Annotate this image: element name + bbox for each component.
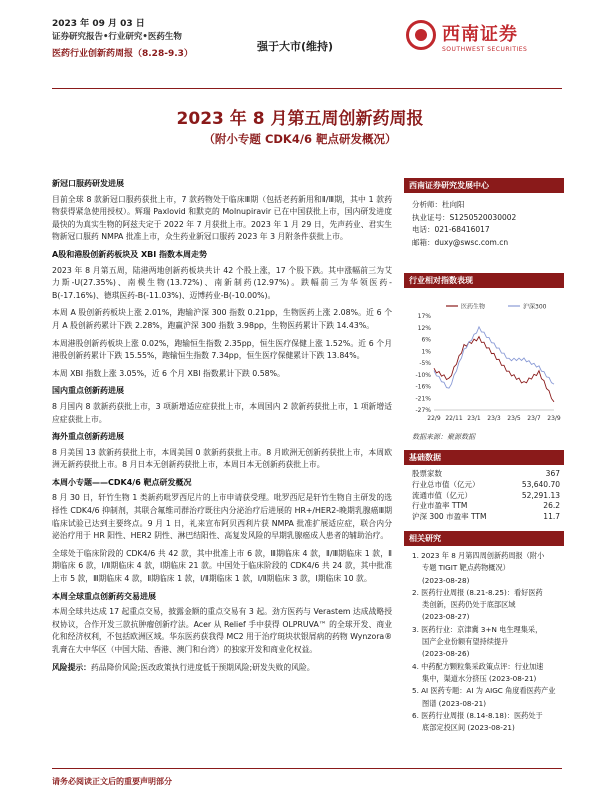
sidebar — [404, 178, 564, 734]
report-series: 证券研究报告•行业研究•医药生物 — [52, 32, 182, 42]
related-item-line: 底部定投区间 (2023-08-21) — [422, 723, 515, 733]
related-item-line: 类创新，医药仍处于底部区域 — [422, 600, 516, 610]
series-line-pharma — [434, 337, 554, 402]
stats-value: 52,291.13 — [521, 490, 560, 500]
y-tick-label: -5% — [419, 360, 431, 367]
risk-text: 药品降价风险;医改政策执行进度低于预期风险;研发失败的风险。 — [90, 662, 315, 672]
paragraph: 8 月 30 日，轩竹生物 1 类新药吡罗西尼片的上市申请获受理。吡罗西尼是轩竹生物自主研发的选择性 CDK4/6 抑制剂，其联合氟维司群治疗既往内分泌治疗后进展的 HR+/HER2-晚期乳腺癌Ⅲ期临床试验已达到主要终点。9 月 1 日，礼来宣布阿贝西利片获 NMPA 批准扩展适应症，联合内分泌治疗用于 HR 阳性、HER2 阴性、淋巴结阳性、高复发风险的早期乳腺癌成人患者的辅助治疗。 — [52, 493, 392, 541]
y-tick-label: -16% — [415, 383, 431, 391]
section-heading: 海外重点创新药进展 — [52, 432, 124, 442]
legend-label: 医药生物 — [461, 303, 486, 311]
x-tick-label: 22/11 — [445, 415, 463, 422]
related-item[interactable] — [412, 661, 564, 686]
stats-label: 流通市值（亿元） — [412, 490, 472, 500]
footer-disclaimer: 请务必阅读正文后的重要声明部分 — [52, 777, 172, 786]
header-divider — [52, 88, 562, 89]
performance-chart-svg — [404, 298, 564, 428]
paragraph: 目前全球 8 款新冠口服药获批上市，7 款药物处于临床Ⅲ期（包括老药新用和Ⅱ/Ⅲ期，其中 1 款药物获得紧急使用授权）。辉瑞 Paxlovid 和默克的 Molnupiravir 已在中国获批上市，国内研发进度最快的为真实生物的阿兹夫定于 2022 年 7 月获批上市。2023 年 1 月 29 日，先声药业、君实生物新冠口服药 NMPA 批准上市，众生药业新冠口服药 2023 年 3 月附条件获批上市。 — [52, 194, 392, 242]
related-item[interactable] — [412, 550, 564, 587]
analyst-email[interactable]: 邮箱：duxy@swsc.com.cn — [412, 237, 509, 247]
related-title: 相关研究 — [404, 531, 564, 546]
logo-mark-icon — [406, 20, 436, 50]
page-title: 2023 年 8 月第五周创新药周报 — [176, 109, 424, 129]
x-tick-label: 23/9 — [547, 415, 561, 422]
related-item-line: 集中，渠道水分挤压 (2023-08-21) — [422, 673, 537, 683]
paragraph: 2023 年 8 月第五周，陆港两地创新药板块共计 42 个股上涨，17 个股下跌。其中涨幅前三为艾力斯-U(27.35%)、南模生物(13.72%)、南新制药(12.97%)。跌幅前三为华领医药-B(-17.16%)、德琪医药-B(-11.03%)、迈博药业-B(-10.00%)。 — [52, 265, 392, 300]
related-item[interactable] — [412, 624, 564, 661]
y-tick-label: -27% — [415, 407, 431, 414]
related-item[interactable] — [412, 587, 564, 624]
analyst-phone: 电话：021-68416017 — [412, 225, 490, 234]
series-line-hs300 — [434, 327, 554, 388]
paragraph: 本周港股创新药板块上涨 0.02%，跑输恒生指数 2.35pp，恒生医疗保健上涨 1.52%。近 6 个月港股创新药累计下跌 15.55%，跑输恒生指数 7.34pp，恒生医疗保健累计下跌 13.84%。 — [52, 338, 392, 361]
stats-row — [404, 501, 564, 512]
performance-chart — [404, 294, 564, 428]
logo-cn: 西南证券 — [442, 24, 518, 45]
rating: 强于大市(维持) — [257, 40, 334, 53]
risk-label: 风险提示： — [52, 662, 91, 672]
related-item-line: (2023-08-27) — [422, 612, 470, 622]
stats-row — [404, 512, 564, 523]
stats-title: 基础数据 — [404, 450, 564, 465]
y-tick-label: 6% — [421, 336, 431, 344]
main-column — [52, 178, 392, 674]
related-item-line: (2023-08-26) — [422, 649, 470, 659]
related-list — [404, 546, 564, 734]
section-heading: A股和港股创新药板块及 XBI 指数本周走势 — [52, 249, 208, 259]
paragraph: 本周 XBI 指数上涨 3.05%，近 6 个月 XBI 指数累计下跌 0.58%。 — [52, 368, 285, 378]
stats-value: 53,640.70 — [521, 479, 560, 489]
paragraph: 本周 A 股创新药板块上涨 2.01%，跑输沪深 300 指数 0.21pp，生物医药上涨 2.08%。近 6 个月 A 股创新药累计下跌 2.28%，跑赢沪深 300 指数 3.98pp，生物医药累计下跌 14.43%。 — [52, 308, 392, 330]
related-item-line: (2023-08-28) — [422, 575, 470, 585]
stats-value: 367 — [545, 469, 560, 478]
paragraph: 全球处于临床阶段的 CDK4/6 共 42 款，其中批准上市 6 款，Ⅲ期临床 4 款，Ⅱ/Ⅲ期临床 1 款，Ⅱ期临床 6 款，Ⅰ/Ⅱ期临床 4 款，Ⅰ期临床 21 款。中国处于临床阶段的 CDK4/6 共 24 款，其中批准上市 5 款，Ⅲ期临床 4 款，Ⅱ期临床 1 款，Ⅰ/Ⅱ期临床 1 款，Ⅰ/Ⅱ期临床 3 款，Ⅰ期临床 10 款。 — [52, 548, 392, 584]
section-heading: 本周全球重点创新药交易进展 — [52, 591, 156, 601]
stats-row — [404, 491, 564, 502]
x-tick-label: 23/5 — [507, 415, 521, 422]
y-tick-label: -10% — [415, 371, 431, 379]
related-item[interactable] — [412, 710, 564, 735]
report-date: 2023 年 09 月 03 日 — [52, 19, 145, 29]
y-tick-label: -21% — [415, 395, 431, 403]
logo-en: SOUTHWEST SECURITIES — [442, 46, 528, 53]
related-item-line: 专题 TIGIT 靶点药物概况） — [422, 563, 510, 573]
related-item[interactable] — [412, 685, 564, 710]
chart-source: 数据来源：聚源数据 — [412, 433, 475, 441]
stats-label: 行业总市值（亿元） — [412, 479, 480, 489]
x-tick-label: 23/7 — [527, 415, 541, 422]
paragraph: 8 月美国 13 款新药获批上市，本周美国 0 款新药获批上市。8 月欧洲无创新药获批上市，本周欧洲无新药获批上市。8 月日本无创新药获批上市，本周日本无创新药获批上市。 — [52, 447, 392, 470]
section-heading: 新冠口服药研发进展 — [52, 179, 124, 188]
related-item-line: 4. 中药配方颗粒集采政策点评：行业加速 — [412, 661, 544, 671]
y-tick-label: 12% — [417, 324, 431, 332]
legend-label: 沪深300 — [523, 303, 547, 311]
stats-value: 26.2 — [543, 501, 560, 511]
analyst-name: 分析师：杜向阳 — [412, 200, 465, 209]
stats-row — [404, 480, 564, 491]
analyst-info — [404, 193, 564, 249]
section-heading: 本周小专题——CDK4/6 靶点研发概况 — [52, 477, 192, 487]
footer-divider — [52, 768, 562, 769]
page-subtitle: （附小专题 CDK4/6 靶点研发概况） — [203, 132, 397, 146]
stats-value: 11.7 — [543, 512, 560, 522]
risk-notice — [52, 662, 392, 675]
stats-label: 股票家数 — [412, 469, 442, 478]
related-item-line: 5. AI 医药专题：AI 为 AIGC 角度看医药产业 — [412, 686, 556, 696]
related-item-line: 2. 医药行业周报 (8.21-8.25)：看好医药 — [412, 587, 543, 597]
paragraph: 8 月国内 8 款新药获批上市，3 项新增适应症获批上市，本周国内 2 款新药获批上市，1 项新增适应症获批上市。 — [52, 401, 392, 424]
analyst-license: 执业证号：S1250520030002 — [412, 212, 517, 222]
related-item-line: 国产企业份额有望持续提升 — [422, 637, 509, 647]
report-name: 医药行业创新药周报（8.28-9.3） — [52, 49, 193, 59]
related-item-line: 1. 2023 年 8 月第四周创新药周报（附小 — [412, 550, 545, 560]
y-tick-label: 17% — [417, 313, 431, 320]
related-item-line: 6. 医药行业周报 (8.14-8.18)：医药处于 — [412, 710, 543, 720]
stats-row — [404, 469, 564, 480]
perf-title: 行业相对指数表现 — [404, 273, 564, 288]
paragraph: 本周全球共达成 17 起重点交易，披露金额的重点交易有 3 起。劲方医药与 Verastem 达成战略授权协议，合作开发三款抗肿瘤创新疗法。Acer 从 Relief 手中获得 OLPRUVA™ 的全球开发、商业化和经济权利，不包括欧洲区域。华东医药获我得 MC2 用于治疗斑块状银屑病的药物 Wynzora®乳膏在大中华区（中国大陆、香港、澳门和台湾）的独家开发和商业化权益。 — [52, 607, 392, 654]
logo — [406, 18, 556, 68]
x-tick-label: 23/3 — [487, 415, 501, 422]
x-tick-label: 23/1 — [467, 415, 481, 422]
x-tick-label: 22/9 — [427, 415, 441, 422]
section-heading: 国内重点创新药进展 — [52, 386, 124, 396]
related-item-line: 图谱 (2023-08-21) — [422, 698, 487, 708]
team-title: 西南证券研究发展中心 — [404, 178, 564, 193]
stats-label: 行业市盈率 TTM — [412, 501, 468, 511]
stats-table — [404, 469, 564, 523]
y-tick-label: 1% — [421, 348, 431, 356]
stats-label: 沪深 300 市盈率 TTM — [412, 512, 487, 522]
related-item-line: 3. 医药行业：京津冀 3+N 电生理集采， — [412, 624, 543, 634]
